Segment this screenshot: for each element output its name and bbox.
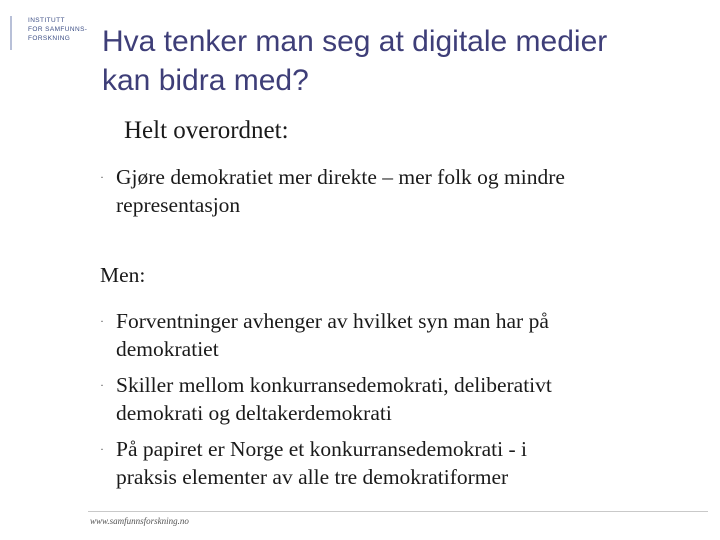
bullet-icon: · bbox=[100, 442, 104, 456]
slide-title-line-2: kan bidra med? bbox=[102, 64, 309, 97]
footer-url[interactable]: www.samfunnsforskning.no bbox=[90, 516, 189, 526]
slide-title bbox=[102, 22, 702, 100]
bullet-text-line-2: demokratiet bbox=[116, 337, 219, 361]
bullet-text-line-2: representasjon bbox=[116, 193, 241, 217]
bullet-text bbox=[116, 307, 676, 363]
bullet-text bbox=[116, 435, 676, 491]
bullet-text-line-2: praksis elementer av alle tre demokratiformer bbox=[116, 465, 509, 489]
bullet-text-line-1: Skiller mellom konkurransedemokrati, deliberativt bbox=[116, 373, 552, 397]
logo-text-line-3: FORSKNING bbox=[28, 35, 71, 42]
subheading: Helt overordnet: bbox=[124, 117, 289, 144]
bullet-text bbox=[116, 163, 676, 219]
bullet-text-line-1: Forventninger avhenger av hvilket syn man har på bbox=[116, 309, 549, 333]
logo-mark bbox=[10, 16, 18, 50]
logo-text-line-1: INSTITUTT bbox=[28, 17, 65, 24]
bullet-icon: · bbox=[100, 378, 104, 392]
bullet-text-line-1: Gjøre demokratiet mer direkte – mer folk og mindre bbox=[116, 165, 565, 189]
bullet-text bbox=[116, 371, 676, 427]
footer-divider bbox=[88, 511, 708, 512]
bullet-icon: · bbox=[100, 170, 104, 184]
bullet-icon: · bbox=[100, 314, 104, 328]
men-label: Men: bbox=[100, 263, 146, 287]
slide-title-line-1: Hva tenker man seg at digitale medier bbox=[102, 25, 608, 58]
bullet-text-line-2: demokrati og deltakerdemokrati bbox=[116, 401, 392, 425]
institute-logo bbox=[10, 10, 90, 60]
bullet-text-line-1: På papiret er Norge et konkurransedemokrati - i bbox=[116, 437, 527, 461]
logo-text-line-2: FOR SAMFUNNS- bbox=[28, 26, 88, 33]
